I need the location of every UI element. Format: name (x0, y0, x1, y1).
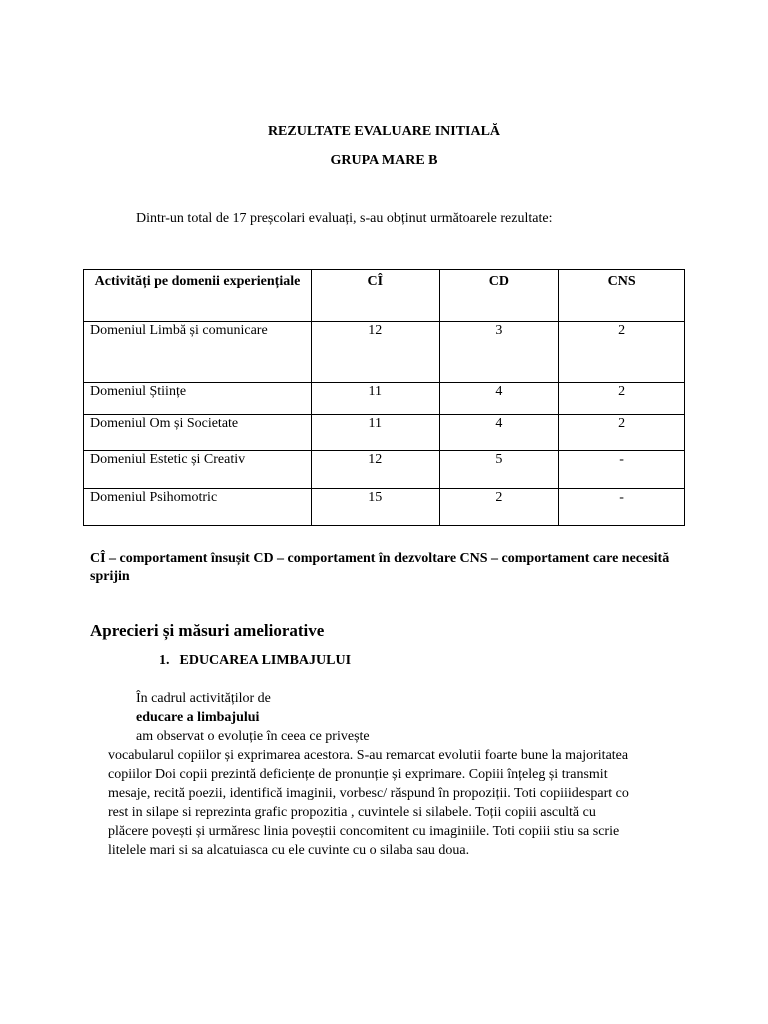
row-ci: 11 (312, 415, 440, 451)
row-ci: 12 (312, 451, 440, 489)
row-cns: 2 (559, 383, 685, 415)
paragraph (108, 689, 668, 860)
table-row (84, 383, 685, 415)
row-domain: Domeniul Științe (84, 383, 312, 415)
row-domain: Domeniul Limbă și comunicare (84, 322, 312, 383)
row-ci: 15 (312, 489, 440, 526)
section-heading: Aprecieri și măsuri ameliorative (90, 621, 325, 640)
row-cd: 4 (439, 383, 559, 415)
intro-text: Dintr-un total de 17 preșcolari evaluați, s-au obținut următoarele rezultate: (136, 211, 553, 226)
table-header-row (84, 270, 685, 322)
row-cd: 4 (439, 415, 559, 451)
bold-phrase: educare a limbajului (136, 710, 260, 725)
table-row (84, 415, 685, 451)
header-ci: CÎ (312, 270, 440, 322)
row-cns: - (559, 451, 685, 489)
paragraph-line-5: rest in silape si reprezinta grafic propozitia , cuvintele si silabele. Toții copiii ascultă cu (108, 805, 596, 820)
subsection-number: 1. (159, 653, 170, 668)
document-subtitle: GRUPA MARE B (330, 153, 438, 168)
table-row (84, 322, 685, 383)
row-cns: - (559, 489, 685, 526)
paragraph-line-7: litelele mari si sa alcatuiasca cu ele cuvinte cu o silaba sau doua. (108, 843, 470, 858)
row-cd: 3 (439, 322, 559, 383)
header-activities: Activități pe domenii experiențiale (84, 270, 312, 322)
subsection-heading (159, 653, 351, 669)
header-cns: CNS (559, 270, 685, 322)
table-row (84, 489, 685, 526)
results-table (83, 269, 685, 526)
row-cd: 5 (439, 451, 559, 489)
row-cns: 2 (559, 322, 685, 383)
paragraph-line-4: mesaje, recită poezii, identifică imaginii, vorbesc/ răspund în propoziții. Toti copiiidespart co (108, 786, 629, 801)
document-title: REZULTATE EVALUARE INITIALĂ (267, 124, 501, 139)
row-cd: 2 (439, 489, 559, 526)
paragraph-line-2: vocabularul copiilor și exprimarea acestora. S-au remarcat evolutii foarte bune la majoritatea (108, 748, 629, 763)
row-ci: 11 (312, 383, 440, 415)
row-ci: 12 (312, 322, 440, 383)
subsection-title: EDUCAREA LIMBAJULUI (179, 653, 352, 668)
paragraph-line-1: În cadrul activităților de educare a limbajului am observat o evoluție în ceea ce privește (136, 691, 370, 744)
header-cd: CD (439, 270, 559, 322)
table-row (84, 451, 685, 489)
paragraph-line-3: copiilor Doi copii prezintă deficiențe de pronunție și exprimare. Copiii înțeleg și transmit (108, 767, 608, 782)
row-domain: Domeniul Om și Societate (84, 415, 312, 451)
row-domain: Domeniul Estetic și Creativ (84, 451, 312, 489)
row-domain: Domeniul Psihomotric (84, 489, 312, 526)
legend-text: CÎ – comportament însușit CD – comportament în dezvoltare CNS – comportament care necesită sprijin (90, 551, 670, 584)
row-cns: 2 (559, 415, 685, 451)
paragraph-line-6: plăcere povești și urmăresc linia poveștii concomitent cu imaginiile. Toti copiii stiu sa scrie (108, 824, 620, 839)
